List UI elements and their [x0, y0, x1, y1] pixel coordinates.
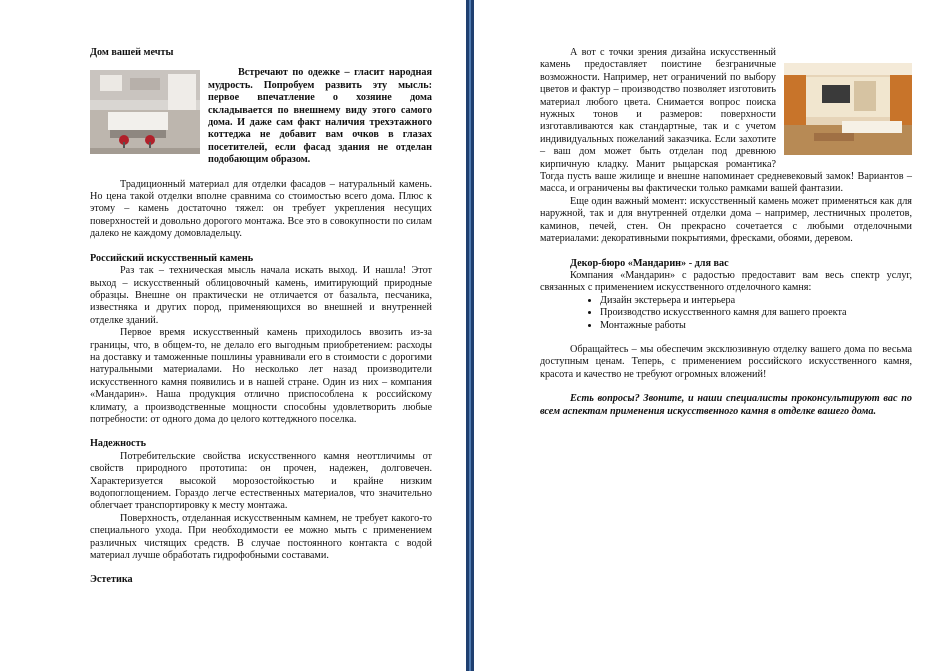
paragraph-design-possibilities: А вот с точки зрения дизайна искусственный камень предоставляет поистине безграничные возможности. Например, нет ограничений по выбору цветов и фактур – производство позволяет изготовить материал любого цвета. Снимается вопрос поиска нужных тонов и размеров: поверхности изготавливаются как стандартные, так и с учетом индивидуальных пожеланий заказчика. Если захотите – ваш дом может быть отделан под древнюю кирпичную кладку. Манит рыцарская романтика? Тогда пусть ваше жилище и внешне напоминает средневековый замок! Вариантов – масса, и ограничены вы фактически только рамками вашей фантазии.	[540, 47, 912, 195]
services-list	[540, 295, 912, 332]
section-heading-russian-stone: Российский искусственный камень	[90, 252, 254, 264]
call-to-action: Есть вопросы? Звоните, и наши специалисты проконсультируют вас по всем аспектам применения искусственного камня в отделке вашего дома.	[540, 393, 912, 417]
document-title: Дом вашей мечты	[90, 47, 174, 58]
paragraph-surface-care: Поверхность, отделанная искусственным камнем, не требует какого-то специального ухода. При необходимости ее можно мыть с применением различных чистящих средств. В случае постоянного контакта с водой материал лучше обработать гидрофобными составами.	[90, 512, 432, 562]
right-page	[474, 0, 943, 671]
section-heading-decor-bureau: Декор-бюро «Мандарин» - для вас	[570, 257, 729, 269]
left-page	[0, 0, 466, 671]
lead-paragraph: Встречают по одежке – гласит народная мудрость. Попробуем развить эту мысль: первое впечатление о хозяине дома складывается по внешнему виду этого самого дома. И даже сам факт наличия трехэтажного коттеджа не добавит вам очков в глазах посетителей, если фасад здания не отделан подобающим образом.	[208, 67, 432, 166]
paragraph-services-intro: Компания «Мандарин» с радостью предоставит вам весь спектр услуг, связанных с применением искусственного отделочного камня:	[540, 269, 912, 294]
right-page-content	[540, 47, 912, 418]
paragraph-contact-us: Обращайтесь – мы обеспечим эксклюзивную отделку вашего дома по весьма доступным ценам. Теперь, с применением российского искусственного камня, красота и качество не требуют огромных вложений!	[540, 343, 912, 380]
section-heading-reliability: Надежность	[90, 438, 146, 450]
paragraph-traditional-material: Традиционный материал для отделки фасадов – натуральный камень. Но цена такой отделки вполне сравнима со стоимостью всего дома. Плюс к этому – камень достаточно тяжел: он требует укрепления несущих поверхностей и довольно дорогого монтажа. Все это в совокупности по силам далеко не каждому домовладельцу.	[90, 178, 432, 240]
left-page-content	[90, 47, 432, 587]
paragraph-interior-exterior: Еще один важный момент: искусственный камень может применяться как для наружной, так и для внутренней отделки дома – например, лестничных пролетов, каминов, печей, стен. Он прекрасно сочетается с любыми отделочными материалами: декоративными покрытиями, фресками, обоями, деревом.	[540, 195, 912, 245]
list-item: • Дизайн экстерьера и интерьера	[600, 295, 912, 307]
kitchen-photo	[90, 70, 200, 154]
paragraph-import-history: Первое время искусственный камень приходилось ввозить из-за границы, что, в общем-то, не делало его выгодным приобретением: расходы на доставку и таможенные пошлины уравнивали его в стоимости с дорогими натуральными материалами. Но несколько лет назад производители искусственного камня появились и в нашей стране. Один из них – компания «Мандарин». Наша продукция отлично приспособлена к российскому климату, а производственные мощности способны удовлетворить любые потребности: от одного дома до целого коттеджного поселка.	[90, 327, 432, 425]
section-heading-aesthetics: Эстетика	[90, 574, 133, 586]
list-item: • Производство искусственного камня для вашего проекта	[600, 307, 912, 319]
page-divider	[466, 0, 474, 671]
paragraph-technical-thought: Раз так – техническая мысль начала искать выход. И нашла! Этот выход – искусственный облицовочный камень, имитирующий природные образцы. Внешне он практически не отличается от базальта, песчаника, известняка и других пород, применяющихся во внешней и внутренней отделке зданий.	[90, 265, 432, 326]
kitchen-interior-image	[90, 70, 200, 154]
living-room-interior-image	[784, 63, 912, 155]
living-room-photo	[784, 63, 912, 155]
paragraph-properties: Потребительские свойства искусственного камня неоттличимы от свойств природного прототипа: он прочен, надежен, долговечен. Характеризуется высокой морозостойкостью и крайне низким водопоглощением. Гораздо легче естественных материалов, что значительно облегчает транспортировку к месту монтажа.	[90, 450, 432, 512]
list-item: • Монтажные работы	[600, 320, 912, 332]
